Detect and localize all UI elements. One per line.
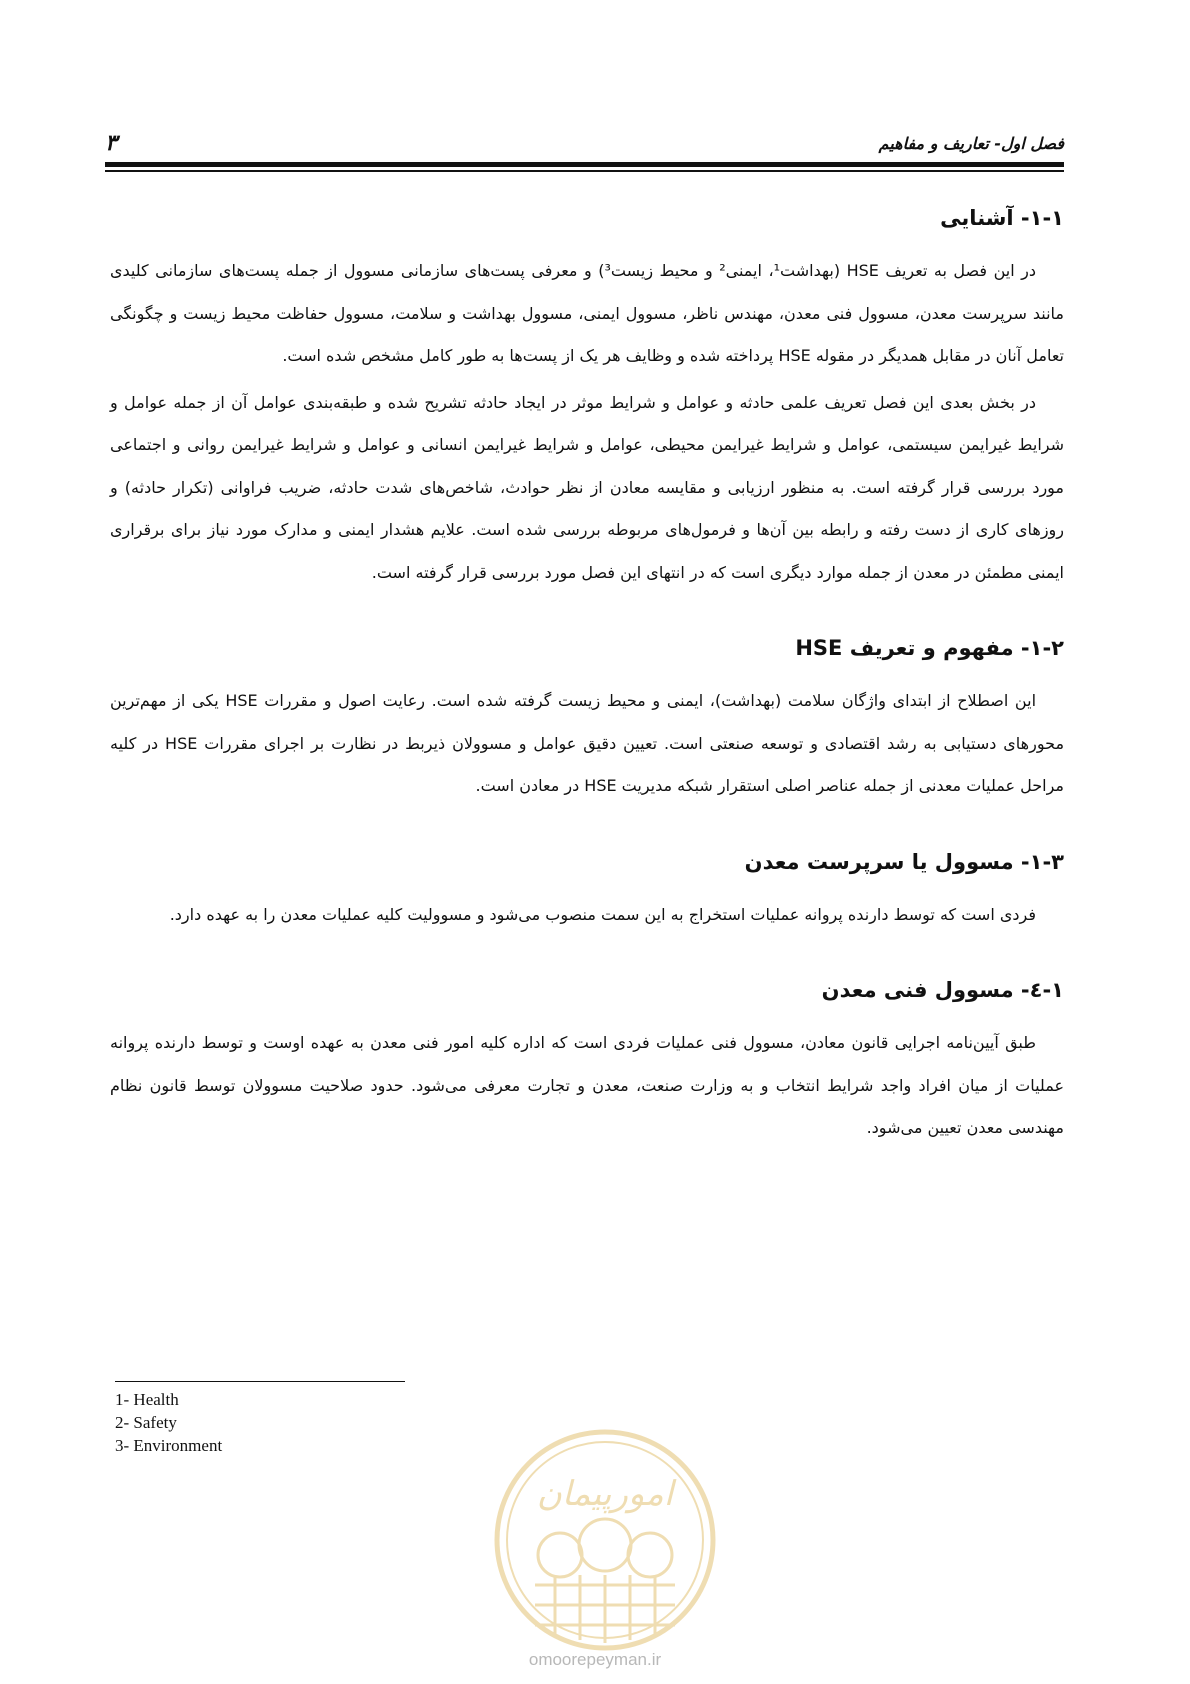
section-heading-1-3: ۱-۳- مسوول یا سرپرست معدن bbox=[744, 849, 1064, 874]
paragraph: در بخش بعدی این فصل تعریف علمی حادثه و عوامل و شرایط موثر در ایجاد حادثه تشریح شده و طبقه‌بندی عوامل آن از جمله عوامل و شرایط غیرایمن سیستمی، عوامل و شرایط غیرایمن محیطی، عوامل و شرایط غیرایمن انسانی و عوامل و شرایط غیرایمن روانی و اجتماعی مورد بررسی قرار گرفته است. به منظور ارزیابی و مقایسه معادن از نظر حوادث، شاخص‌های شدت حادثه، ضریب فراوانی (تکرار حادثه) و روزهای کاری از دست رفته و رابطه بین آن‌ها و فرمول‌های مربوطه بررسی شده است. علایم هشدار ایمنی و مدارک مورد نیاز برای برقراری ایمنی مطمئن در معدن از جمله موارد دیگری است که در انتهای این فصل مورد بررسی قرار گرفته است. bbox=[110, 392, 1064, 582]
footnote-rule bbox=[115, 1381, 405, 1382]
header-rule-thick bbox=[105, 162, 1064, 167]
section-heading-1-1: ۱-۱- آشنایی bbox=[940, 206, 1064, 230]
watermark-logo-text: امورپیمان bbox=[536, 1474, 674, 1514]
footnote-item: 2- Safety bbox=[115, 1413, 177, 1432]
page-header bbox=[105, 128, 1064, 158]
paragraph: طبق آیین‌نامه اجرایی قانون معادن، مسوول فنی عملیات فردی است که اداره کلیه امور فنی معدن به عهده اوست و توسط دارنده پروانه عملیات از میان افراد واجد شرایط انتخاب و به وزارت صنعت، معدن و تجارت معرفی می‌شود. حدود صلاحیت مسوولان توسط قانون نظام مهندسی معدن تعیین می‌شود. bbox=[110, 1033, 1064, 1137]
section-heading-1-4: ۱-٤- مسوول فنی معدن bbox=[821, 978, 1064, 1002]
watermark-logo bbox=[490, 1425, 720, 1655]
footnote-item: 1- Health bbox=[115, 1390, 179, 1409]
header-rule-thin bbox=[105, 170, 1064, 172]
section-heading-1-2: ۱-۲- مفهوم و تعریف HSE bbox=[795, 636, 1064, 660]
main-content bbox=[110, 200, 1064, 1150]
page-number: ۳ bbox=[105, 130, 117, 156]
paragraph: این اصطلاح از ابتدای واژگان سلامت (بهداشت)، ایمنی و محیط زیست گرفته شده است. رعایت اصول و مقررات HSE یکی از مهم‌ترین محورهای دستیابی به رشد اقتصادی و توسعه صنعتی است. تعیین دقیق عوامل و مسوولان ذیربط در نظارت بر اجرای مقررات HSE در کلیه مراحل عملیات معدنی از جمله عناصر اصلی استقرار شبکه مدیریت HSE در معادن است. bbox=[110, 691, 1065, 795]
footnote-item: 3- Environment bbox=[115, 1436, 223, 1455]
paragraph: در این فصل به تعریف HSE (بهداشت¹، ایمنی² و محیط زیست³) و معرفی پست‌های سازمانی مسوول از جمله پست‌های سازمانی کلیدی مانند سرپرست معدن، مسوول فنی معدن، مهندس ناظر، مسوول ایمنی، مسوول بهداشت و سلامت، مسوول حفاظت محیط زیست و چگونگی تعامل آنان در مقابل همدیگر در مقوله HSE پرداخته شده و وظایف هر یک از پست‌ها به طور کامل مشخص شده است. bbox=[110, 261, 1064, 365]
running-title: فصل اول- تعاریف و مفاهیم bbox=[878, 133, 1064, 153]
paragraph: فردی است که توسط دارنده پروانه عملیات استخراج به این سمت منصوب می‌شود و مسوولیت کلیه عملیات معدن را به عهده دارد. bbox=[169, 904, 1036, 924]
footnotes bbox=[115, 1388, 222, 1457]
watermark-url: omoorepeyman.ir bbox=[528, 1650, 662, 1669]
